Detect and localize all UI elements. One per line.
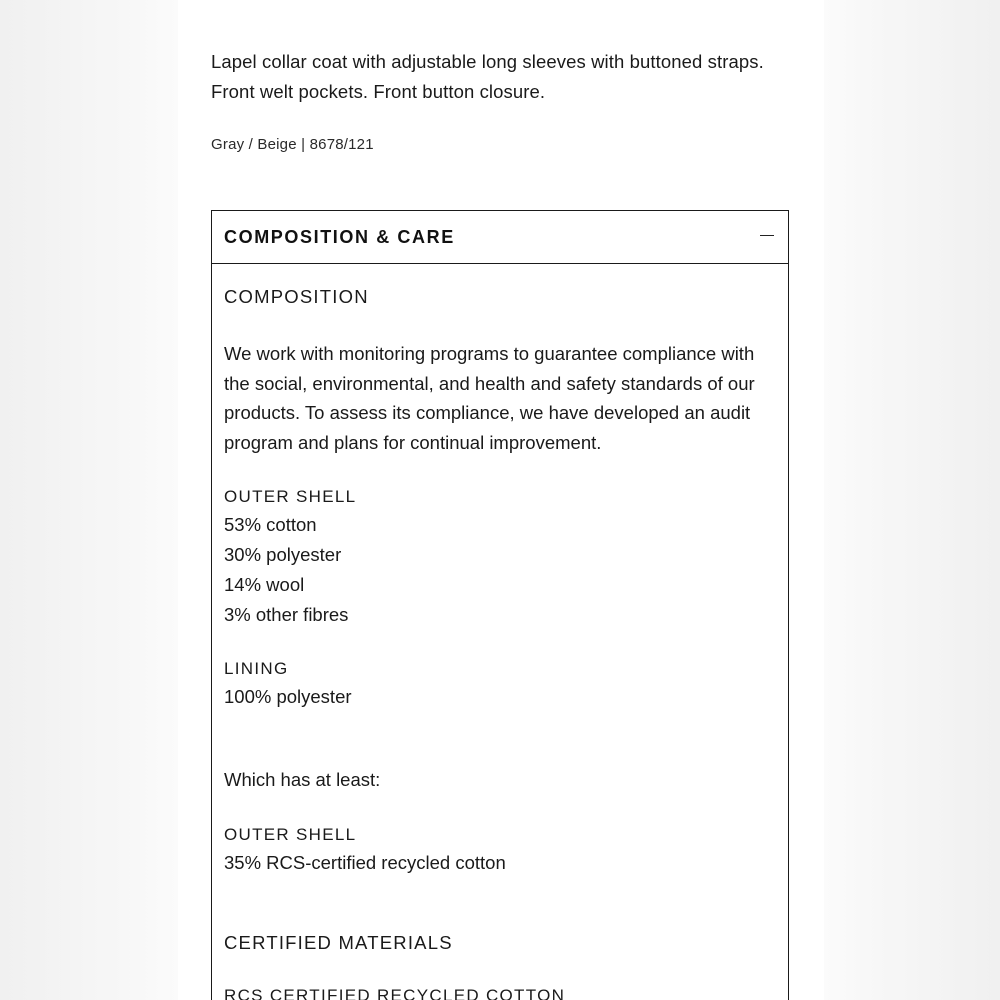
lining-label: LINING — [224, 659, 289, 678]
accordion-title: COMPOSITION & CARE — [224, 227, 455, 247]
outer-shell-label: OUTER SHELL — [224, 487, 357, 506]
certified-materials-title: CERTIFIED MATERIALS — [224, 932, 453, 953]
lining-item: 100% polyester — [224, 686, 352, 707]
composition-care-toggle[interactable] — [212, 211, 788, 264]
certified-material-item: RCS CERTIFIED RECYCLED COTTON — [224, 986, 566, 1000]
minus-icon[interactable] — [760, 235, 774, 236]
background-left — [0, 0, 178, 1000]
product-description: Lapel collar coat with adjustable long sleeves with buttoned straps. Front welt pockets. Front button closure. — [211, 51, 764, 102]
composition-intro: We work with monitoring programs to guarantee compliance with the social, environmental, and health and safety standards of our products. To assess its compliance, we have developed an audit program and plans for continual improvement. — [224, 343, 755, 454]
composition-care-accordion — [211, 210, 789, 1000]
at-least-text: Which has at least: — [224, 769, 381, 790]
outer-shell-item: 53% cotton — [224, 514, 317, 535]
product-details-panel — [178, 0, 824, 1000]
outer-shell-item: 30% polyester — [224, 544, 342, 565]
composition-title: COMPOSITION — [224, 286, 369, 307]
background-right — [824, 0, 1000, 1000]
outer-shell-item: 14% wool — [224, 574, 305, 595]
color-reference: Gray / Beige | 8678/121 — [211, 136, 374, 153]
at-least-outer-shell-item: 35% RCS-certified recycled cotton — [224, 852, 506, 873]
outer-shell-item: 3% other fibres — [224, 604, 349, 625]
at-least-outer-shell-label: OUTER SHELL — [224, 825, 357, 844]
